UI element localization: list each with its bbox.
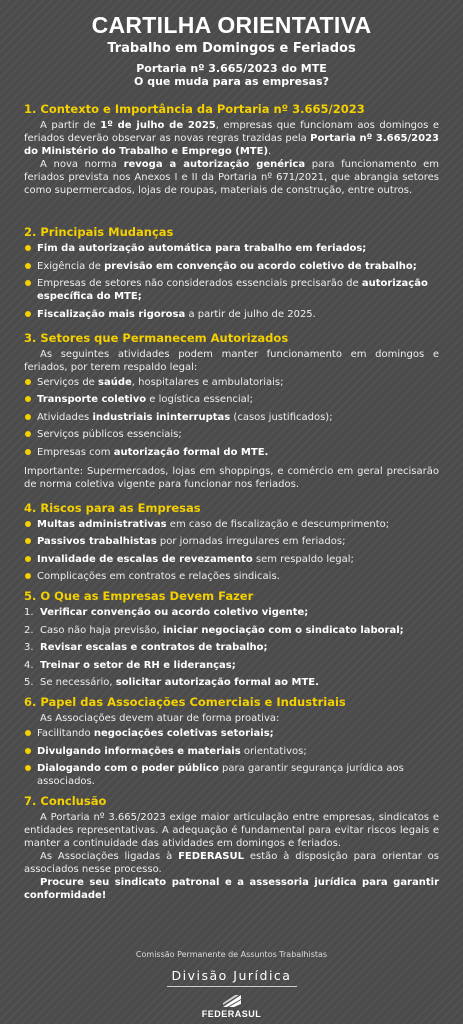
division-name: Divisão Jurídica: [171, 968, 292, 983]
list-item: Empresas com autorização formal do MTE.: [24, 446, 439, 459]
important-note: Importante: Supermercados, lojas em shoppings, e comércio em geral precisarão de norma coletiva vigente para funcionar nos feriados.: [24, 465, 439, 490]
section-title: 2. Principais Mudanças: [24, 225, 174, 239]
section-what-to-do: [24, 589, 439, 689]
page-subtitle: Trabalho em Domingos e Feriados: [107, 41, 356, 56]
section-conclusion: [24, 794, 439, 902]
bullet-icon: [25, 538, 31, 544]
list-item: Atividades industriais ininterruptas (casos justificados);: [24, 411, 439, 424]
bullet-icon: [25, 379, 31, 385]
federasul-emblem-icon: [221, 993, 243, 1009]
bullet-icon: [25, 245, 31, 251]
bullet-icon: [25, 573, 31, 579]
list-item: Serviços de saúde, hospitalares e ambulatoriais;: [24, 376, 439, 389]
portaria-heading: Portaria nº 3.665/2023 do MTE: [136, 62, 327, 75]
list-item: Divulgando informações e materiais orientativos;: [24, 745, 439, 758]
logo-wordmark: FEDERASUL: [201, 1009, 262, 1019]
section-context: [24, 102, 439, 197]
list-item: Invalidade de escalas de revezamento sem respaldo legal;: [24, 553, 439, 566]
list-item: Fim da autorização automática para trabalho em feriados;: [24, 242, 439, 255]
list-item: 1. Verificar convenção ou acordo coletivo vigente;: [24, 607, 309, 618]
bullet-list: [24, 242, 439, 321]
bullet-list: [24, 727, 439, 788]
list-item: Dialogando com o poder público para garantir segurança jurídica aos associados.: [24, 762, 439, 788]
list-item: Transporte coletivo e logística essencial;: [24, 393, 439, 406]
list-item: Fiscalização mais rigorosa a partir de julho de 2025.: [24, 308, 439, 321]
section-changes: [24, 225, 439, 321]
list-item: Passivos trabalhistas por jornadas irregulares em feriados;: [24, 535, 439, 548]
bullet-icon: [25, 765, 31, 771]
question-heading: O que muda para as empresas?: [134, 75, 329, 88]
call-to-action: Procure seu sindicato patronal e a assessoria jurídica para garantir conformidade!: [24, 877, 439, 901]
section-title: 3. Setores que Permanecem Autorizados: [24, 330, 289, 345]
bullet-icon: [25, 748, 31, 754]
list-item: Exigência de previsão em convenção ou acordo coletivo de trabalho;: [24, 260, 439, 273]
footer-divider: [167, 986, 297, 987]
paragraph: As seguintes atividades podem manter funcionamento em domingos e feriados, por terem respaldo legal:: [24, 348, 439, 373]
section-authorized-sectors: [24, 331, 439, 491]
section-title: 5. O Que as Empresas Devem Fazer: [24, 589, 254, 603]
bullet-icon: [25, 449, 31, 455]
header: [24, 0, 439, 88]
list-item: 4. Treinar o setor de RH e lideranças;: [24, 659, 236, 671]
list-item: Complicações em contratos e relações sindicais.: [24, 570, 439, 583]
list-item: 3. Revisar escalas e contratos de trabalho;: [24, 642, 268, 653]
bullet-list: [24, 518, 439, 584]
section-risks: [24, 501, 439, 584]
bullet-icon: [25, 431, 31, 437]
list-item: 5. Se necessário, solicitar autorização formal ao MTE.: [24, 677, 319, 688]
list-item: Empresas de setores não considerados essenciais precisarão de autorização específica do MTE;: [24, 277, 439, 303]
commission-name: Comissão Permanente de Assuntos Trabalhistas: [135, 950, 328, 959]
list-item: 2. Caso não haja previsão, iniciar negociação com o sindicato laboral;: [24, 624, 404, 636]
bullet-icon: [25, 263, 31, 269]
bullet-icon: [25, 730, 31, 736]
list-item: Multas administrativas em caso de fiscalização e descumprimento;: [24, 518, 439, 531]
bullet-icon: [25, 280, 31, 286]
list-item: Facilitando negociações coletivas setoriais;: [24, 727, 439, 740]
bullet-icon: [25, 396, 31, 402]
paragraph: As Associações devem atuar de forma proativa:: [40, 713, 280, 724]
bullet-icon: [25, 521, 31, 527]
federasul-logo: [172, 993, 292, 1021]
list-item: Serviços públicos essenciais;: [24, 428, 439, 441]
section-title: 6. Papel das Associações Comerciais e Industriais: [24, 695, 346, 709]
paragraph: As Associações ligadas à FEDERASUL estão à disposição para orientar os associados nesse processo.: [24, 851, 439, 875]
section-title: 7. Conclusão: [24, 794, 107, 808]
bullet-icon: [25, 556, 31, 562]
paragraph: A partir de 1º de julho de 2025, empresas que funcionam aos domingos e feriados deverão observar as novas regras trazidas pela Portaria nº 3.665/2023 do Ministério do Trabalho e Emprego (MTE).: [24, 120, 440, 157]
bullet-list: [24, 376, 439, 459]
bullet-icon: [25, 414, 31, 420]
section-title: 4. Riscos para as Empresas: [24, 500, 201, 515]
paragraph: A Portaria nº 3.665/2023 exige maior articulação entre empresas, sindicatos e entidades representativas. A adequação é fundamental para evitar riscos legais e manter a continuidade das atividades em domingos e feriados.: [24, 812, 439, 849]
footer: [0, 950, 463, 1021]
section-associations: [24, 695, 439, 788]
paragraph: A nova norma revoga a autorização genérica para funcionamento em feriados prevista nos Anexos I e II da Portaria nº 671/2021, que abrangia setores como supermercados, lojas de roupas, materiais de construção, entre outros.: [24, 159, 439, 196]
page-title: CARTILHA ORIENTATIVA: [91, 12, 372, 38]
bullet-icon: [25, 311, 31, 317]
section-title: 1. Contexto e Importância da Portaria nº 3.665/2023: [24, 102, 365, 116]
numbered-list: [24, 606, 439, 689]
